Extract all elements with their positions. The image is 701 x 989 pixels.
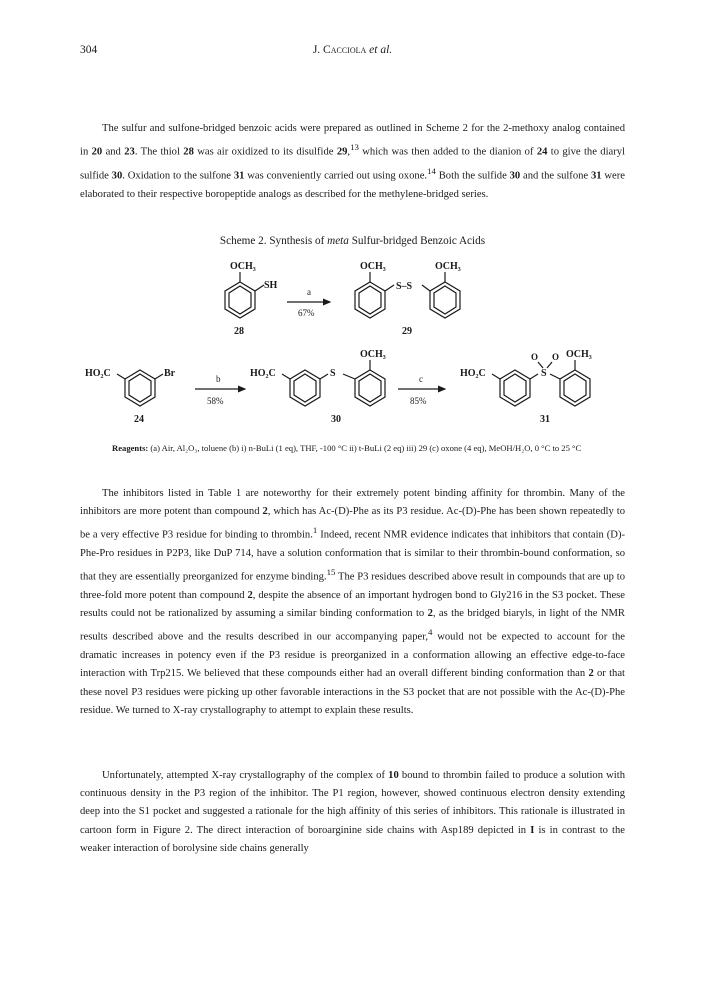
och3-label-29b: OCH₃	[435, 261, 461, 272]
running-head	[80, 44, 625, 62]
running-head-authors: J. Cacciola et al.	[312, 44, 393, 56]
och3-label-28: OCH₃	[230, 261, 256, 272]
compound-29-label: 29	[402, 326, 412, 337]
benzene-ring-30-left	[290, 370, 320, 406]
paragraph-synthesis: The sulfur and sulfone-bridged benzoic acids were prepared as outlined in Scheme 2 for the 2-methoxy analog contained in 20 and 23. The thiol 28 was air oxidized to its disulfide 29,13 which was then added to the dianion of 24 to give the diaryl sulfide 30. Oxidation to the sulfone 31 was conveniently carried out using oxone.$^{14}$ Both the sulfide 30 and the sulfone 31 were elaborated to their respective boropeptide analogs as described for the methylene-bridged series.	[80, 123, 625, 200]
yield-b-label: 58%	[207, 396, 224, 406]
scheme-title: Scheme 2. Synthesis of meta Sulfur-bridged Benzoic Acids	[219, 235, 486, 247]
sulfone-s-label: S	[541, 368, 547, 379]
step-c-label: c	[419, 374, 423, 384]
sulfone-o-right: O	[552, 352, 560, 362]
benzene-ring-28	[225, 282, 255, 318]
reaction-scheme	[80, 252, 625, 442]
sh-label: SH	[264, 280, 278, 291]
och3-label-29a: OCH₃	[360, 261, 386, 272]
paragraph-xray: Unfortunately, attempted X-ray crystallography of the complex of 10 bound to thrombin failed to produce a solution with continuous density in the P3 region of the inhibitor. The P1 region, however, showed continuous electron density extending deep into the S1 pocket and suggested a rationale for the high affinity of this series of inhibitors. This rationale is illustrated in cartoon form in Figure 2. The direct interaction of boroarginine side chains with Asp189 depicted in I is in contrast to the weaker interaction of borolysine side chains generally	[80, 770, 626, 854]
disulfide-label: S–S	[396, 281, 413, 292]
yield-a-label: 67%	[298, 308, 315, 318]
step-a-label: a	[307, 287, 311, 297]
reagents-caption: Reagents: (a) Air, Al₂O₃, toluene (b) i) n-BuLi (1 eq), THF, -100 °C ii) t-BuLi (2 eq) iii) 29 (c) oxone (4 eq), MeOH/H₂O, 0 °C to 25 °C	[112, 443, 582, 453]
och3-label-30: OCH₃	[360, 349, 386, 360]
compound-28-label: 28	[234, 326, 244, 337]
compound-31-label: 31	[540, 414, 550, 425]
benzene-ring-29-right	[430, 282, 460, 318]
hooc-label-30: HO₂C	[250, 368, 276, 379]
sulfide-label: S	[330, 368, 336, 379]
step-b-label: b	[216, 374, 221, 384]
hooc-label-31: HO₂C	[460, 368, 486, 379]
yield-c-label: 85%	[410, 396, 427, 406]
page-number: 304	[80, 44, 98, 56]
och3-label-31: OCH₃	[566, 349, 592, 360]
benzene-ring-24	[125, 370, 155, 406]
benzene-ring-29-left	[355, 282, 385, 318]
hooc-label-24: HO₂C	[85, 368, 111, 379]
compound-30-label: 30	[331, 414, 341, 425]
compound-24-label: 24	[134, 414, 144, 425]
benzene-ring-31-left	[500, 370, 530, 406]
sulfone-o-left: O	[531, 352, 539, 362]
benzene-ring-31-right	[560, 370, 590, 406]
br-label: Br	[164, 368, 176, 379]
paragraph-inhibitors: The inhibitors listed in Table 1 are noteworthy for their extremely potent binding affinity for thrombin. Many of the inhibitors are more potent than compound 2, which has Ac-(D)-Phe as its P3 residue. Ac-(D)-Phe has been shown repeatedly to be a very effective P3 residue for binding to thrombin.$^1$ Indeed, recent NMR evidence indicates that inhibitors that contain (D)-Phe-Pro residues in P2P3, like DuP 714, have a solution conformation that is similar to their thrombin-bound conformation, so that they are essentially preorganized for enzyme binding.$^{15}$ The P3 residues described above result in compounds that are up to three-fold more potent than compound 2, despite the absence of an important hydrogen bond to Gly216 in the S3 pocket. These results could not be rationalized by assuming a similar binding conformation to 2, as the bridged biaryls, in light of the NMR results described above and the results described in our accompanying paper,$^4$ would not be expected to account for the dramatic increases in potency even if the P3 residue is preorganized in a conformation allowing an effective edge-to-face interaction with Trp215. We believed that these compounds either had an overall different binding conformation than 2 or that these novel P3 residues were picking up other favorable interactions in the S3 pocket that are not possible with the Ac-(D)-Phe residue. We turned to X-ray crystallography to attempt to explain these results.	[80, 488, 626, 716]
benzene-ring-30-right	[355, 370, 385, 406]
